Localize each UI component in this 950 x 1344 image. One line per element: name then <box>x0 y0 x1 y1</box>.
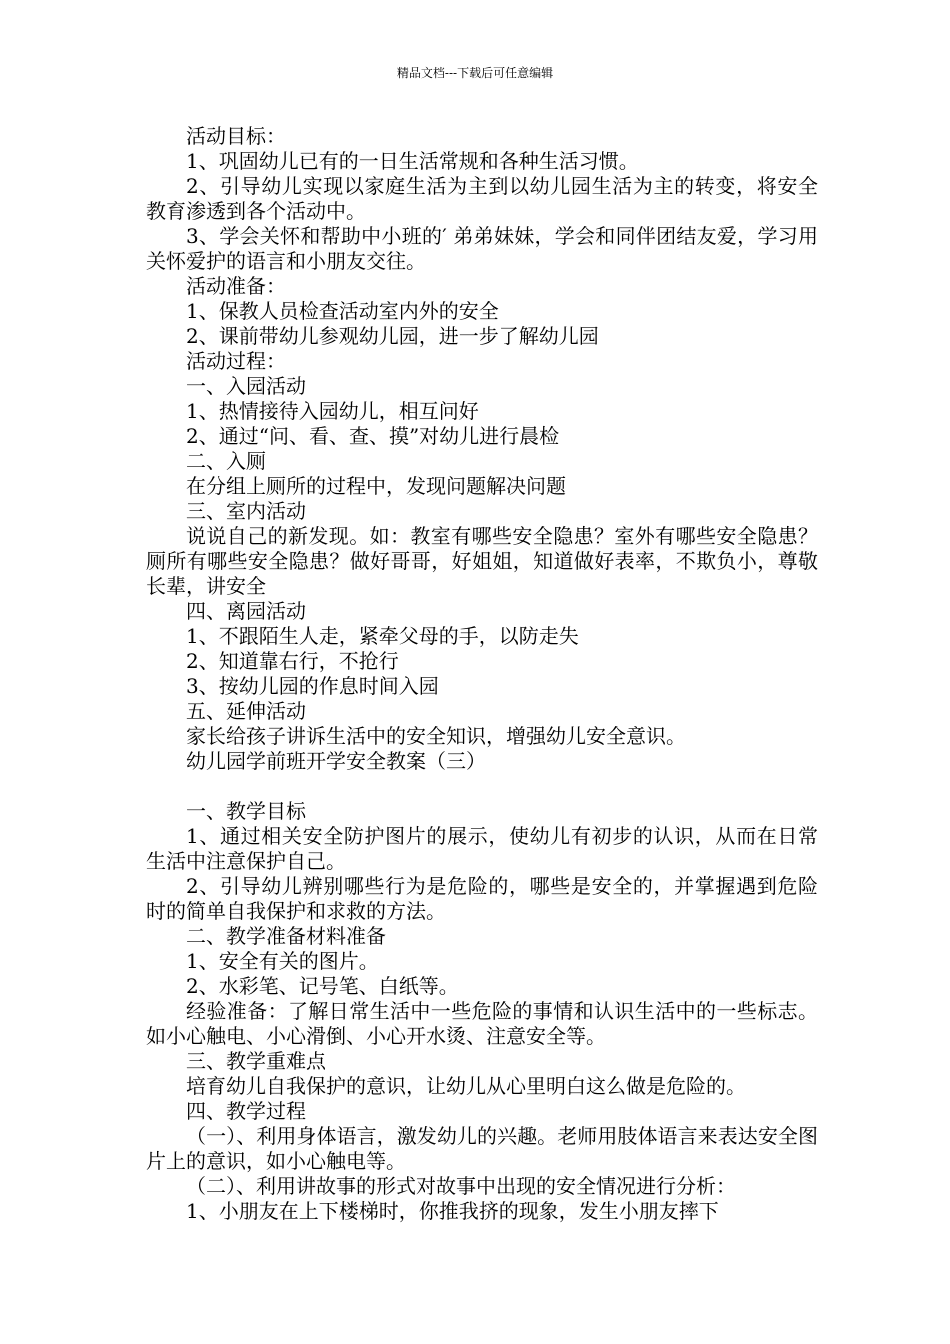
paragraph: 三、教学重难点 <box>186 1049 326 1073</box>
paragraph: 2、知道靠右行，不抢行 <box>186 649 399 673</box>
paragraph: 1、保教人员检查活动室内外的安全 <box>186 299 499 323</box>
page-header: 精品文档---下载后可任意编辑 <box>396 66 554 80</box>
paragraph: （二）、利用讲故事的形式对故事中出现的安全情况进行分析： <box>186 1174 736 1198</box>
paragraph: 1、热情接待入园幼儿，相互问好 <box>186 399 479 423</box>
paragraph: 2、通过“问、看、查、摸”对幼儿进行晨检 <box>186 424 560 448</box>
paragraph: 1、安全有关的图片。 <box>186 949 379 973</box>
paragraph: 四、离园活动 <box>186 599 306 623</box>
paragraph <box>146 774 818 799</box>
paragraph: 培育幼儿自我保护的意识，让幼儿从心里明白这么做是危险的。 <box>186 1074 746 1098</box>
paragraph: 活动目标： <box>186 124 286 148</box>
paragraph: 活动准备： <box>186 274 286 298</box>
paragraph: 3、学会关怀和帮助中小班的′ 弟弟妹妹，学会和同伴团结友爱，学习用关怀爱护的语言和小朋友交往。 <box>146 224 818 273</box>
paragraph: 一、教学目标 <box>186 799 306 823</box>
paragraph: 三、室内活动 <box>186 499 306 523</box>
paragraph: 1、小朋友在上下楼梯时，你推我挤的现象，发生小朋友摔下 <box>186 1199 719 1223</box>
paragraph: 家长给孩子讲诉生活中的安全知识，增强幼儿安全意识。 <box>186 724 686 748</box>
paragraph: 2、引导幼儿辨别哪些行为是危险的，哪些是安全的，并掌握遇到危险时的简单自我保护和求救的方法。 <box>146 874 818 923</box>
paragraph: 2、引导幼儿实现以家庭生活为主到以幼儿园生活为主的转变，将安全教育渗透到各个活动中。 <box>146 174 818 223</box>
paragraph: 经验准备：了解日常生活中一些危险的事情和认识生活中的一些标志。如小心触电、小心滑倒、小心开水烫、注意安全等。 <box>146 999 818 1048</box>
paragraph: 说说自己的新发现。如：教室有哪些安全隐患？室外有哪些安全隐患？厕所有哪些安全隐患？做好哥哥，好姐姐，知道做好表率，不欺负小，尊敬长辈，讲安全 <box>146 524 818 598</box>
document-body <box>146 124 818 1224</box>
paragraph: 1、巩固幼儿已有的一日生活常规和各种生活习惯。 <box>186 149 639 173</box>
paragraph: 在分组上厕所的过程中，发现问题解决问题 <box>186 474 566 498</box>
paragraph: （一）、利用身体语言，激发幼儿的兴趣。老师用肢体语言来表达安全图片上的意识，如小心触电等。 <box>146 1124 818 1173</box>
paragraph: 五、延伸活动 <box>186 699 306 723</box>
paragraph: 1、通过相关安全防护图片的展示，使幼儿有初步的认识，从而在日常生活中注意保护自己。 <box>146 824 818 873</box>
paragraph: 2、课前带幼儿参观幼儿园，进一步了解幼儿园 <box>186 324 599 348</box>
paragraph: 1、不跟陌生人走，紧牵父母的手，以防走失 <box>186 624 579 648</box>
paragraph: 3、按幼儿园的作息时间入园 <box>186 674 439 698</box>
paragraph: 2、水彩笔、记号笔、白纸等。 <box>186 974 459 998</box>
paragraph: 二、入厕 <box>186 449 266 473</box>
paragraph: 一、入园活动 <box>186 374 306 398</box>
paragraph: 二、教学准备材料准备 <box>186 924 386 948</box>
paragraph: 活动过程： <box>186 349 286 373</box>
paragraph: 幼儿园学前班开学安全教案（三） <box>186 749 486 773</box>
paragraph: 四、教学过程 <box>186 1099 306 1123</box>
